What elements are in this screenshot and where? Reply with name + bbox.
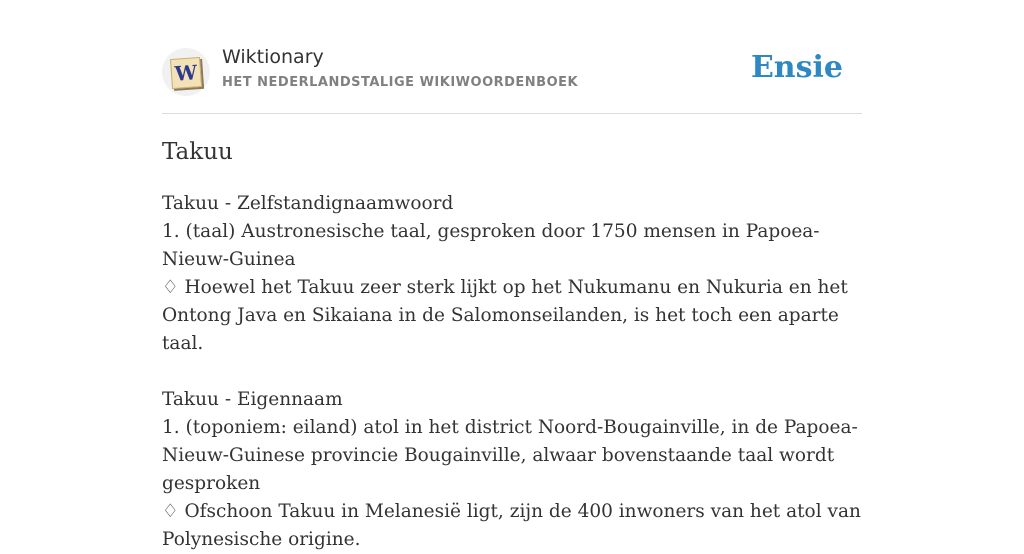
entry-heading: Takuu - Zelfstandignaamwoord (162, 193, 454, 214)
entry-proper-noun (162, 386, 862, 554)
entry-example: ♢ Ofschoon Takuu in Melanesië ligt, zijn de 400 inwoners van het atol van Polynesische origine. (162, 501, 861, 550)
ensie-brand-logo[interactable]: Ensie (750, 50, 843, 85)
logo-tile-icon (170, 57, 202, 89)
entry-list (162, 190, 862, 554)
page-title: Takuu (162, 139, 233, 165)
logo-letter: W (173, 60, 199, 86)
entry-noun (162, 190, 862, 358)
entry-definition: 1. (toponiem: eiland) atol in het district Noord-Bougainville, in de Papoea-Nieuw-Guinese provincie Bougainville, alwaar bovenstaande taal wordt gesproken (162, 417, 858, 494)
main-content (162, 134, 862, 554)
entry-definition: 1. (taal) Austronesische taal, gesproken door 1750 mensen in Papoea-Nieuw-Guinea (162, 221, 820, 270)
site-subtitle: HET NEDERLANDSTALIGE WIKIWOORDENBOEK (222, 75, 579, 90)
site-title[interactable]: Wiktionary (222, 46, 324, 68)
site-header (162, 44, 862, 114)
entry-heading: Takuu - Eigennaam (162, 389, 343, 410)
entry-example: ♢ Hoewel het Takuu zeer sterk lijkt op het Nukumanu en Nukuria en het Ontong Java en Sikaiana in de Salomonseilanden, is het toch een aparte taal. (162, 277, 848, 354)
wiktionary-logo[interactable] (162, 48, 210, 96)
